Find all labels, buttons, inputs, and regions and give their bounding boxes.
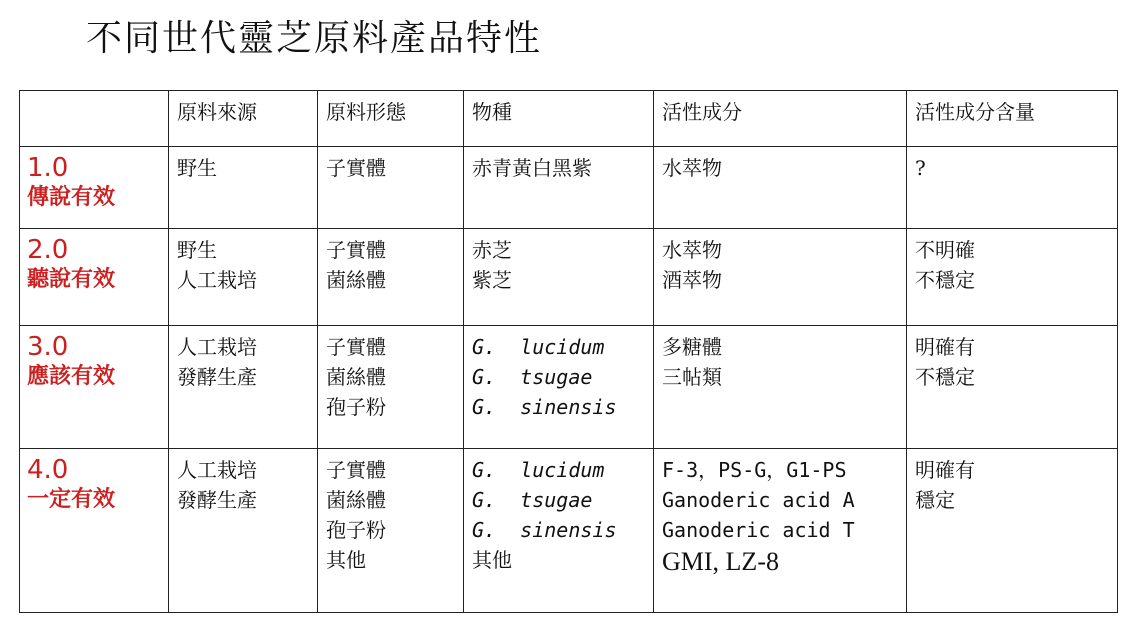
species-item: 赤芝 bbox=[472, 238, 512, 262]
generation-label: 一定有效 bbox=[27, 487, 116, 512]
ingredient-item: GMI, LZ-8 bbox=[662, 547, 779, 576]
header-ingredient bbox=[654, 91, 907, 147]
content-item: 不明確 bbox=[915, 238, 975, 262]
header-ingredient-label: 活性成分 bbox=[662, 100, 742, 124]
ingredient-cell bbox=[654, 326, 907, 449]
form-item: 子實體 bbox=[326, 156, 386, 180]
header-species-label: 物種 bbox=[472, 100, 512, 124]
generation-label: 傳說有效 bbox=[27, 185, 116, 210]
source-item: 人工栽培 bbox=[177, 268, 257, 292]
species-cell bbox=[464, 449, 654, 613]
content-item: 穩定 bbox=[915, 488, 955, 512]
generation-version: 3.0 bbox=[27, 332, 69, 362]
species-item: G. tsugae bbox=[472, 488, 593, 512]
species-item: G. sinensis bbox=[472, 518, 617, 542]
ingredient-item: 三帖類 bbox=[662, 365, 722, 389]
source-item: 發酵生產 bbox=[177, 488, 257, 512]
ingredient-cell bbox=[654, 449, 907, 613]
content-item: 不穩定 bbox=[915, 365, 975, 389]
form-cell bbox=[318, 326, 464, 449]
content-cell bbox=[907, 147, 1118, 229]
ingredient-item: F-3，PS-G，G1-PS bbox=[662, 458, 847, 482]
header-source bbox=[169, 91, 318, 147]
generation-version: 2.0 bbox=[27, 235, 69, 265]
ingredient-cell bbox=[654, 229, 907, 326]
content-item: 明確有 bbox=[915, 458, 975, 482]
generation-cell bbox=[20, 229, 169, 326]
generation-version: 1.0 bbox=[27, 153, 69, 183]
source-item: 野生 bbox=[177, 238, 217, 262]
form-cell bbox=[318, 449, 464, 613]
form-item: 其他 bbox=[326, 548, 366, 572]
source-item: 人工栽培 bbox=[177, 335, 257, 359]
ingredient-cell bbox=[654, 147, 907, 229]
content-item: 明確有 bbox=[915, 335, 975, 359]
generation-version: 4.0 bbox=[27, 455, 69, 485]
content-item: 不穩定 bbox=[915, 268, 975, 292]
form-item: 孢子粉 bbox=[326, 518, 386, 542]
form-item: 子實體 bbox=[326, 458, 386, 482]
source-item: 野生 bbox=[177, 156, 217, 180]
ingredient-item: 酒萃物 bbox=[662, 268, 722, 292]
ingredient-item: Ganoderic acid T bbox=[662, 518, 855, 542]
content-cell bbox=[907, 229, 1118, 326]
ingredient-item: Ganoderic acid A bbox=[662, 488, 855, 512]
content-cell bbox=[907, 449, 1118, 613]
generation-label: 應該有效 bbox=[27, 364, 116, 389]
species-item: G. tsugae bbox=[472, 365, 593, 389]
species-item: 紫芝 bbox=[472, 268, 512, 292]
header-form bbox=[318, 91, 464, 147]
species-cell bbox=[464, 229, 654, 326]
ingredient-item: 多糖體 bbox=[662, 335, 722, 359]
generation-cell bbox=[20, 326, 169, 449]
generation-cell bbox=[20, 147, 169, 229]
source-cell bbox=[169, 147, 318, 229]
content-cell bbox=[907, 326, 1118, 449]
header-row bbox=[20, 91, 1118, 147]
form-cell bbox=[318, 147, 464, 229]
source-cell bbox=[169, 326, 318, 449]
form-item: 菌絲體 bbox=[326, 488, 386, 512]
table-row-gen-1 bbox=[20, 147, 1118, 229]
page-title: 不同世代靈芝原料產品特性 bbox=[86, 18, 543, 59]
table-row-gen-2 bbox=[20, 229, 1118, 326]
header-form-label: 原料形態 bbox=[326, 100, 406, 124]
species-item: G. lucidum bbox=[472, 458, 605, 482]
species-cell bbox=[464, 326, 654, 449]
source-item: 人工栽培 bbox=[177, 458, 257, 482]
header-source-label: 原料來源 bbox=[177, 100, 257, 124]
source-cell bbox=[169, 229, 318, 326]
source-cell bbox=[169, 449, 318, 613]
form-item: 菌絲體 bbox=[326, 365, 386, 389]
table-row-gen-3 bbox=[20, 326, 1118, 449]
species-item: G. lucidum bbox=[472, 335, 605, 359]
table-row-gen-4 bbox=[20, 449, 1118, 613]
ingredient-item: 水萃物 bbox=[662, 156, 722, 180]
generation-cell bbox=[20, 449, 169, 613]
form-item: 孢子粉 bbox=[326, 395, 386, 419]
form-cell bbox=[318, 229, 464, 326]
form-item: 子實體 bbox=[326, 335, 386, 359]
content-item: ? bbox=[915, 156, 926, 180]
header-corner-cell bbox=[20, 91, 169, 147]
header-species bbox=[464, 91, 654, 147]
comparison-table bbox=[19, 90, 1118, 613]
species-item: 其他 bbox=[472, 548, 512, 572]
species-cell bbox=[464, 147, 654, 229]
form-item: 菌絲體 bbox=[326, 268, 386, 292]
generation-label: 聽說有效 bbox=[27, 267, 116, 292]
header-content-label: 活性成分含量 bbox=[915, 100, 1035, 124]
species-item: G. sinensis bbox=[472, 395, 617, 419]
source-item: 發酵生產 bbox=[177, 365, 257, 389]
header-content bbox=[907, 91, 1118, 147]
species-item: 赤青黃白黑紫 bbox=[472, 156, 592, 180]
ingredient-item: 水萃物 bbox=[662, 238, 722, 262]
form-item: 子實體 bbox=[326, 238, 386, 262]
